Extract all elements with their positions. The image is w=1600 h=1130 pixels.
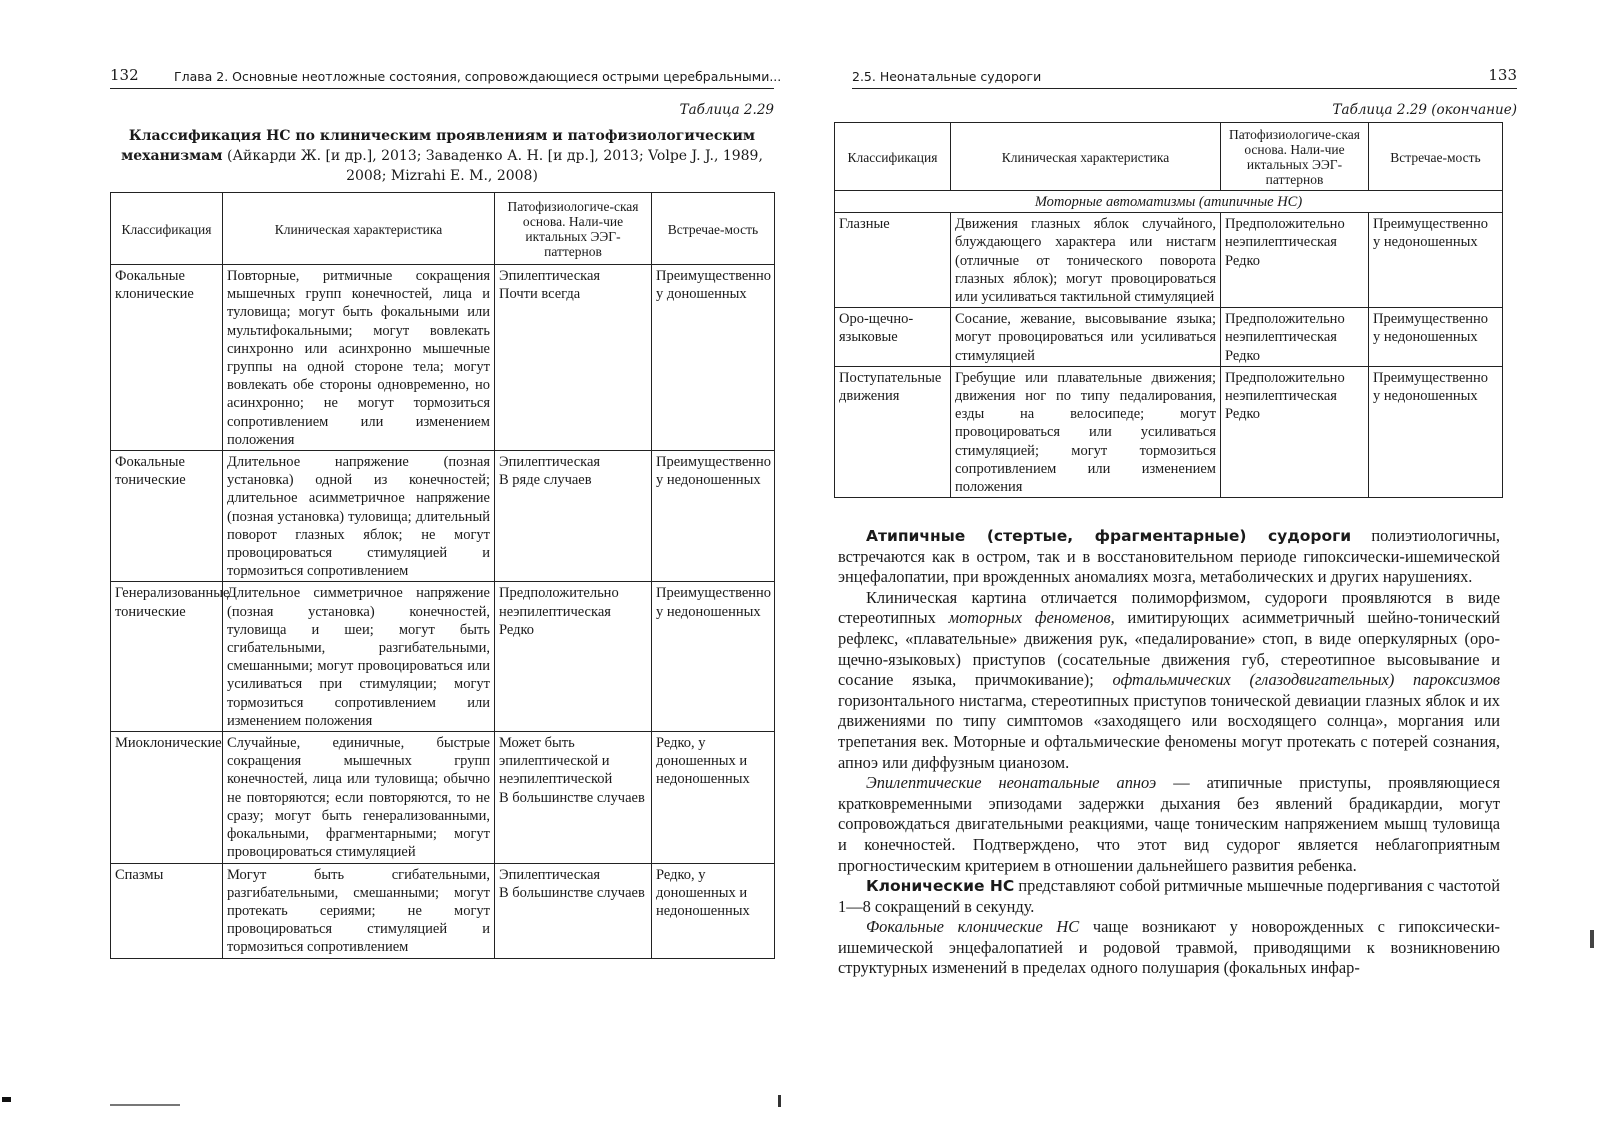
cell-frequency: Преимущественно у недоношенных — [652, 582, 775, 732]
basis-eeg: Редко — [1225, 252, 1261, 269]
cell-basis — [495, 863, 652, 958]
cell-frequency: Преимущественно у недоношенных — [1369, 213, 1503, 308]
term-focal-clonic: Фокальные клонические НС — [866, 917, 1080, 937]
cell-frequency: Преимущественно у недоношенных — [652, 451, 775, 582]
cell-classification: Спазмы — [111, 863, 223, 958]
term-ophthalmic-paroxysms: офтальмических (глазодвигательных) пароксизмов — [1112, 670, 1500, 690]
table-section-row — [835, 191, 1503, 213]
basis-eeg: Редко — [1225, 406, 1261, 423]
term-epileptic-apnea: Эпилептические неонатальные апноэ — [866, 773, 1157, 793]
paragraph-text: горизонтального нистагма, стереотипных приступов тонической девиации глазных яблок и их движениями по типу симптомов «заходящего или восходящего солнца», моргания или трепетания век. Моторные и офтальмические феномены могут протекать с потерей сознания, апноэ или диффузным цианозом. — [838, 690, 1500, 772]
cell-classification: Поступательные движения — [835, 366, 951, 497]
cell-classification: Миоклонические — [111, 732, 223, 863]
basis-eeg: Почти всегда — [499, 286, 581, 303]
basis-type: Эпилептическая — [499, 454, 601, 471]
table-section-title: Моторные автоматизмы (атипичные НС) — [835, 191, 1503, 213]
scan-mark — [110, 1104, 180, 1106]
cell-description: Длительное симметричное напряжение (позная установка) конечностей, туловища и шеи; могут быть сгибательными, разгибательными, смешанными; могут провоцироваться или усиливаться при стимуляции; могут тормозиться сопротивлением или изменением положения — [223, 582, 495, 732]
cell-frequency: Преимущественно у доношенных — [652, 265, 775, 451]
paragraph — [838, 917, 1500, 979]
basis-eeg: В большинстве случаев — [499, 789, 645, 806]
table-title — [110, 126, 774, 186]
scan-mark — [2, 1097, 11, 1102]
table-header-row — [835, 123, 1503, 191]
cell-basis — [495, 582, 652, 732]
header-frequency: Встречае-мость — [652, 193, 775, 265]
table-row — [835, 366, 1503, 497]
header-classification: Классификация — [835, 123, 951, 191]
table-label: Таблица 2.29 (окончание) — [1332, 102, 1517, 118]
table-label: Таблица 2.29 — [679, 102, 774, 118]
basis-type: Предположительно неэпилептическая — [1225, 369, 1345, 405]
basis-eeg: В ряде случаев — [499, 472, 592, 489]
basis-eeg: Редко — [499, 621, 535, 638]
table-row — [111, 582, 775, 732]
header-clinical: Клиническая характеристика — [951, 123, 1221, 191]
page-number: 132 — [110, 66, 139, 84]
paragraph — [838, 588, 1500, 773]
table-title-bold: Классификация НС по клиническим проявлениям и патофизиологическим механизмам — [121, 128, 756, 164]
cell-frequency: Преимущественно у недоношенных — [1369, 308, 1503, 367]
table-header-row — [111, 193, 775, 265]
cell-classification: Оро-щечно-языковые — [835, 308, 951, 367]
header-pathophysiology: Патофизиологиче-ская основа. Нали-чие иктальных ЭЭГ-паттернов — [1221, 123, 1369, 191]
table-row — [111, 732, 775, 863]
basis-eeg: В большинстве случаев — [499, 884, 645, 901]
cell-frequency: Редко, у доношенных и недоношенных — [652, 863, 775, 958]
basis-type: Эпилептическая — [499, 866, 601, 883]
scan-mark — [778, 1095, 781, 1107]
cell-description: Сосание, жевание, высовывание языка; могут провоцироваться или усиливаться стимуляцией — [951, 308, 1221, 367]
paragraph-text: представляют собой ритмичные мышечные подергивания с частотой 1—8 сокращений в секунду. — [838, 876, 1501, 916]
term-atypical-seizures: Атипичные (стертые, фрагментарные) судороги — [866, 527, 1352, 545]
running-head — [110, 66, 782, 89]
paragraph-text: имитирующих асимметричный шейно-тонический рефлекс, «плавательные» движения рук, «педалирование» стоп, в виде оперкулярных (оро-щечно-языковых) приступов (сосательные движения губ, стереотипное высовывание и сосание языка, причмокивание); — [838, 608, 1500, 690]
cell-basis — [1221, 308, 1369, 367]
cell-basis — [495, 451, 652, 582]
cell-description: Гребущие или плавательные движения; движения ног по типу педалирования, езды на велосипеде; могут провоцироваться или усиливаться стимуляцией; могут тормозиться сопротивлением или изменением положения — [951, 366, 1221, 497]
cell-classification: Генерализованные тонические — [111, 582, 223, 732]
basis-eeg: Редко — [1225, 347, 1261, 364]
classification-table — [110, 192, 775, 959]
header-pathophysiology: Патофизиологиче-ская основа. Нали-чие иктальных ЭЭГ-паттернов — [495, 193, 652, 265]
cell-description: Могут быть сгибательными, разгибательными, смешанными; могут протекать сериями; не могут провоцироваться стимуляцией и тормозиться сопротивлением — [223, 863, 495, 958]
cell-classification: Фокальные тонические — [111, 451, 223, 582]
cell-basis — [495, 265, 652, 451]
section-title: 2.5. Неонатальные судороги — [852, 69, 1042, 84]
table-title-citations: (Айкарди Ж. [и др.], 2013; Заваденко А. Н. [и др.], 2013; Volpe J. J., 1989, 2008; Mizrahi E. M., 2008) — [222, 148, 763, 184]
cell-description: Движения глазных яблок случайного, блуждающего характера или нистагм (отличные от тонического поворота глазных яблок); могут провоцироваться или усиливаться тактильной стимуляцией — [951, 213, 1221, 308]
header-clinical: Клиническая характеристика — [223, 193, 495, 265]
basis-type: Эпилептическая — [499, 268, 601, 284]
cell-description: Повторные, ритмичные сокращения мышечных групп конечностей, лица и туловища; могут быть фокальными или мультифокальными; могут вовлекать синхронно или асинхронно мышечные группы на одной стороне тела; могут вовлекать обе стороны одновременно, но асинхронно; не могут тормозиться сопротивлением или изменением положения — [223, 265, 495, 451]
table-row — [111, 265, 775, 451]
cell-frequency: Редко, у доношенных и недоношенных — [652, 732, 775, 863]
body-text — [838, 526, 1500, 979]
table-row — [835, 308, 1503, 367]
table-row — [111, 863, 775, 958]
cell-basis — [495, 732, 652, 863]
basis-type: Может быть эпилептической и неэпилептической — [499, 735, 613, 788]
cell-classification: Глазные — [835, 213, 951, 308]
term-clonic-seizures: Клонические НС — [866, 877, 1015, 896]
basis-type: Предположительно неэпилептическая — [499, 585, 619, 620]
chapter-title: Глава 2. Основные неотложные состояния, сопровождающиеся острыми церебральными... — [174, 69, 782, 84]
paragraph — [838, 773, 1500, 876]
classification-table-continued — [834, 122, 1503, 498]
basis-type: Предположительно неэпилептическая — [1225, 311, 1345, 346]
header-frequency: Встречае-мость — [1369, 123, 1503, 191]
right-page — [800, 0, 1600, 1130]
running-head — [852, 66, 1517, 89]
table-row — [835, 213, 1503, 308]
cell-description: Длительное напряжение (позная установка) одной из конечностей; длительное асимметричное напряжение (позная установка) туловища; длительный поворот глазных яблок; не могут провоцироваться стимуляцией и тормозиться сопротивлением — [223, 451, 495, 582]
header-classification: Классификация — [111, 193, 223, 265]
paragraph-text: — атипичные приступы, проявляющиеся кратковременными эпизодами задержки дыхания без явлений брадикардии, могут сопровождаться двигательными реакциями, чаще тоническим напряжением мышц туловища и конечностей. Подтверждено, что этот вид судорог является неблагоприятным прогностическим критерием в отношении дальнейшего развития ребенка. — [838, 773, 1501, 875]
paragraph-text: полиэтиологичны, встречаются как в остром, так и в восстановительном периоде гипоксически-ишемической энцефалопатии, при врожденных аномалиях мозга, метаболических и других нарушениях. — [838, 526, 1500, 587]
scan-mark — [1590, 930, 1594, 948]
term-motor-phenomena: моторных феноменов, — [948, 608, 1115, 628]
page-number: 133 — [1488, 66, 1517, 84]
cell-description: Случайные, единичные, быстрые сокращения мышечных групп конечностей, лица или туловища; обычно не повторяются; если повторяются, то не сразу; могут быть генерализованными, фокальными, фрагментарными; могут провоцироваться стимуляцией — [223, 732, 495, 863]
cell-basis — [1221, 213, 1369, 308]
basis-type: Предположительно неэпилептическая — [1225, 216, 1345, 251]
cell-basis — [1221, 366, 1369, 497]
cell-frequency: Преимущественно у недоношенных — [1369, 366, 1503, 497]
cell-classification: Фокальные клонические — [111, 265, 223, 451]
paragraph — [838, 526, 1500, 588]
paragraph-text: Клиническая картина отличается полиморфизмом, судороги проявляются в виде стереотипных — [838, 587, 1500, 628]
paragraph-text: чаще возникают у новорожденных с гипоксически-ишемической энцефалопатией и родовой травмой, приводящими к возникновению структурных изменений в пределах одного полушария (фокальных инфар- — [838, 917, 1501, 978]
paragraph — [838, 876, 1500, 917]
table-row — [111, 451, 775, 582]
